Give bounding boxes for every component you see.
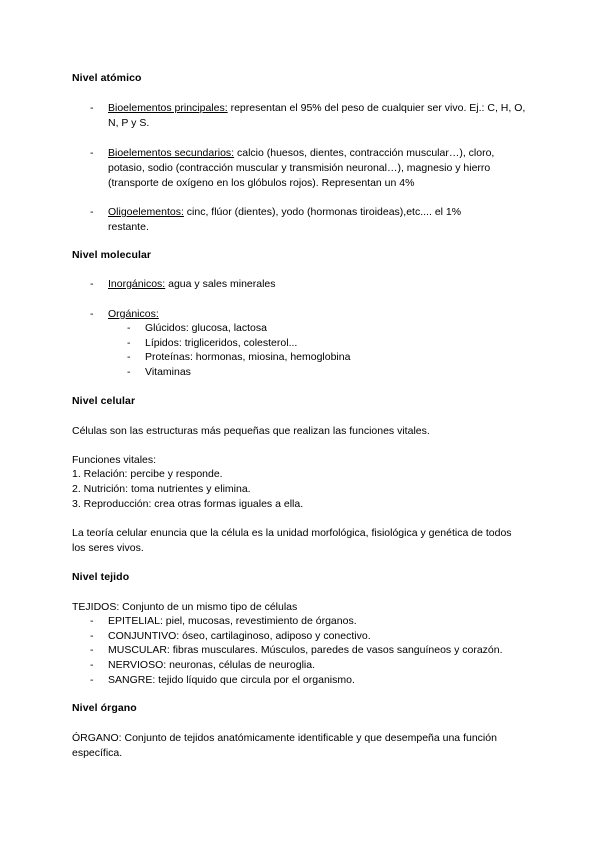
bullet-dash: - <box>90 102 94 114</box>
bullet-dash: - <box>90 674 94 686</box>
bullet-dash: - <box>90 615 94 627</box>
bullet-dash: - <box>90 630 94 642</box>
bullet-dash: - <box>90 206 94 218</box>
paragraph-tejidos: TEJIDOS: Conjunto de un mismo tipo de células <box>72 601 298 613</box>
funciones-label: Funciones vitales: <box>72 454 157 466</box>
heading-nivel-celular: Nivel celular <box>72 395 136 407</box>
bullet-dash: - <box>90 644 94 656</box>
sub-bullet-dash: - <box>127 337 131 349</box>
bullet-dash: - <box>90 308 94 320</box>
sub-list-item: Glúcidos: glucosa, lactosa <box>145 322 267 334</box>
list-item-text: calcio (huesos, dientes, contracción muscular…), cloro, potasio, sodio (contracción muscular y transmisión neuronal…), magnesio y hierro (transporte de oxígeno en los glóbulos rojos). Representan un 4% <box>108 147 495 189</box>
sub-bullet-dash: - <box>127 366 131 378</box>
list-item-bioelementos-secundarios <box>108 146 528 191</box>
list-item-term: Oligoelementos: <box>108 206 184 218</box>
heading-nivel-tejido: Nivel tejido <box>72 571 130 583</box>
tejido-item: NERVIOSO: neuronas, células de neuroglia. <box>108 659 316 671</box>
funcion-item: 2. Nutrición: toma nutrientes y elimina. <box>72 483 251 495</box>
list-item-bioelementos-principales <box>108 101 538 131</box>
tejido-item: SANGRE: tejido líquido que circula por el organismo. <box>108 674 355 686</box>
list-item-oligoelementos <box>108 205 488 235</box>
bullet-dash: - <box>90 659 94 671</box>
sub-bullet-dash: - <box>127 351 131 363</box>
tejido-item: EPITELIAL: piel, mucosas, revestimiento de órganos. <box>108 615 357 627</box>
list-item-text: agua y sales minerales <box>165 278 276 290</box>
heading-nivel-atomico: Nivel atómico <box>72 72 142 84</box>
bullet-dash: - <box>90 278 94 290</box>
sub-list-item: Lípidos: trigliceridos, colesterol... <box>145 337 298 349</box>
list-item-term: Orgánicos: <box>108 308 159 320</box>
sub-list-item: Vitaminas <box>145 366 191 378</box>
funcion-item: 1. Relación: percibe y responde. <box>72 468 223 480</box>
paragraph-teoria-celular: La teoría celular enuncia que la célula es la unidad morfológica, fisiológica y genética de todos los seres vivos. <box>72 527 512 554</box>
list-item-inorganicos <box>108 277 276 292</box>
heading-nivel-organo: Nivel órgano <box>72 702 137 714</box>
list-item-text: representan el 95% del peso de cualquier ser vivo. Ej.: C, H, O, N, P y S. <box>108 102 526 129</box>
list-item-term: Bioelementos principales: <box>108 102 228 114</box>
paragraph-organo: ÓRGANO: Conjunto de tejidos anatómicamente identificable y que desempeña una función específica. <box>72 732 497 759</box>
tejido-item: CONJUNTIVO: óseo, cartilaginoso, adiposo y conectivo. <box>108 630 371 642</box>
paragraph-celulas: Células son las estructuras más pequeñas que realizan las funciones vitales. <box>72 425 430 437</box>
sub-bullet-dash: - <box>127 322 131 334</box>
funcion-item: 3. Reproducción: crea otras formas iguales a ella. <box>72 498 304 510</box>
list-item-term: Bioelementos secundarios: <box>108 147 235 159</box>
list-item-text: cinc, flúor (dientes), yodo (hormonas tiroideas),etc.... el 1% restante. <box>108 206 462 233</box>
heading-nivel-molecular: Nivel molecular <box>72 249 152 261</box>
list-item-organicos <box>108 307 159 322</box>
sub-list-item: Proteínas: hormonas, miosina, hemoglobina <box>145 351 351 363</box>
list-item-term: Inorgánicos: <box>108 278 166 290</box>
tejido-item: MUSCULAR: fibras musculares. Músculos, paredes de vasos sanguíneos y corazón. <box>108 644 503 656</box>
bullet-dash: - <box>90 147 94 159</box>
